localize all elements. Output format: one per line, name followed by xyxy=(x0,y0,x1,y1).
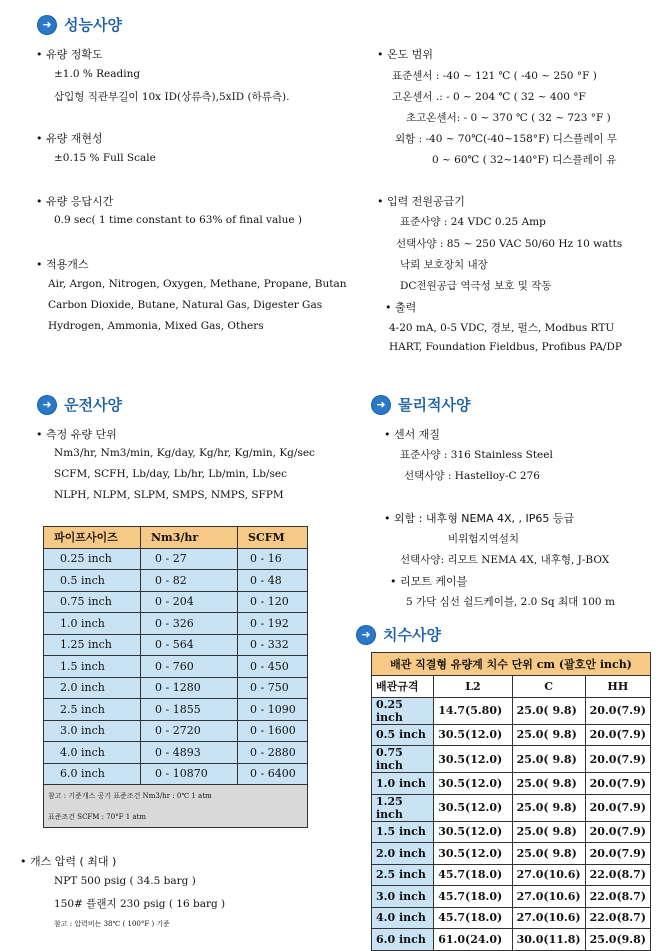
table-header: HH xyxy=(585,676,650,698)
gas-line-2: Carbon Dioxide, Butane, Natural Gas, Digester Gas xyxy=(48,299,323,311)
table-cell: 1.25 inch xyxy=(44,634,141,656)
table-cell: 2.0 inch xyxy=(44,677,141,699)
table-cell: 30.0(11.8) xyxy=(512,929,585,951)
section-title-performance: ➜ 성능사양 xyxy=(38,14,122,35)
output-line-1: 4-20 mA, 0-5 VDC, 경보, 펄스, Modbus RTU xyxy=(389,322,615,334)
table-cell: 0 - 16 xyxy=(238,548,308,570)
table-cell: 30.5(12.0) xyxy=(434,773,512,795)
table-header: SCFM xyxy=(238,527,308,549)
table-row xyxy=(372,843,651,865)
table-cell: 0.5 inch xyxy=(372,724,434,746)
table-cell: 2.5 inch xyxy=(372,864,434,886)
table-row xyxy=(372,697,651,724)
section-title-operation: ➜ 운전사양 xyxy=(38,394,122,415)
table-note: 참고 : 기준개스 공기 표준조건 Nm3/hr : 0℃ 1 atm xyxy=(44,785,308,808)
table-row xyxy=(44,548,308,570)
table-row xyxy=(44,656,308,678)
table-cell: 45.7(18.0) xyxy=(434,864,512,886)
unit-line-2: SCFM, SCFH, Lb/day, Lb/hr, Lb/min, Lb/sec xyxy=(54,468,287,480)
table-cell: 0 - 564 xyxy=(141,634,238,656)
table-cell: 20.0(7.9) xyxy=(585,697,650,724)
table-row xyxy=(372,821,651,843)
gas-line-1: Air, Argon, Nitrogen, Oxygen, Methane, Propane, Butan xyxy=(48,278,347,290)
table-cell: 0 - 6400 xyxy=(238,763,308,785)
cable-line-1: 5 가닥 심선 쉴드케이블, 2.0 Sq 최대 100 m xyxy=(406,596,615,608)
table-row xyxy=(44,699,308,721)
table-cell: 6.0 inch xyxy=(372,929,434,951)
table-cell: 0 - 1600 xyxy=(238,720,308,742)
table-cell: 25.0(9.8) xyxy=(585,929,650,951)
accuracy-note: 삽입형 직관부길이 10x ID(상류측),5xID (하류측). xyxy=(54,91,290,103)
sensor-title: • 센서 재질 xyxy=(384,428,440,441)
table-row xyxy=(372,929,651,951)
table-row xyxy=(44,591,308,613)
table-cell: 20.0(7.9) xyxy=(585,746,650,773)
pressure-note: 참고 : 압력비는 38℃ ( 100°F ) 기준 xyxy=(54,920,170,928)
table-cell: 2.5 inch xyxy=(44,699,141,721)
arrow-right-icon: ➜ xyxy=(357,626,375,644)
table-cell: 0 - 27 xyxy=(141,548,238,570)
power-line-2: 선택사양 : 85 ~ 250 VAC 50/60 Hz 10 watts xyxy=(396,238,623,250)
table-row xyxy=(372,794,651,821)
pressure-title: • 개스 압력 ( 최대 ) xyxy=(20,855,117,868)
table-cell: 0 - 450 xyxy=(238,656,308,678)
unit-line-1: Nm3/hr, Nm3/min, Kg/day, Kg/hr, Kg/min, Kg/sec xyxy=(54,447,315,459)
table-note-row xyxy=(44,785,308,808)
table-cell: 0 - 2880 xyxy=(238,742,308,764)
table-row xyxy=(44,677,308,699)
arrow-right-icon: ➜ xyxy=(38,396,56,414)
table-cell: 25.0( 9.8) xyxy=(512,843,585,865)
output-title: • 출력 xyxy=(385,301,417,314)
table-header: 배관규격 xyxy=(372,676,434,698)
sensor-line-2: 선택사양 : Hastelloy-C 276 xyxy=(404,470,540,482)
accuracy-value: ±1.0 % Reading xyxy=(54,68,141,80)
case-line-1: 비위험지역설치 xyxy=(448,533,520,545)
case-line-2: 선택사양: 리모트 NEMA 4X, 내후형, J-BOX xyxy=(400,554,610,566)
table-cell: 14.7(5.80) xyxy=(434,697,512,724)
table-row xyxy=(372,724,651,746)
pipe-size-table xyxy=(43,526,308,828)
table-caption: 배관 직결형 유량계 치수 단위 cm (괄호안 inch) xyxy=(372,653,651,676)
table-cell: 30.5(12.0) xyxy=(434,746,512,773)
table-cell: 1.5 inch xyxy=(372,821,434,843)
table-cell: 0 - 82 xyxy=(141,570,238,592)
cable-title: • 리모트 케이블 xyxy=(390,575,468,588)
table-cell: 30.5(12.0) xyxy=(434,794,512,821)
table-cell: 1.5 inch xyxy=(44,656,141,678)
temp-line-3: 초고온센서: - 0 ~ 370 ℃ ( 32 ~ 723 °F ) xyxy=(406,112,611,124)
table-cell: 0 - 760 xyxy=(141,656,238,678)
table-cell: 0 - 10870 xyxy=(141,763,238,785)
table-row xyxy=(44,570,308,592)
table-cell: 0.75 inch xyxy=(44,591,141,613)
response-title: • 유량 응답시간 xyxy=(36,195,114,208)
table-cell: 22.0(8.7) xyxy=(585,907,650,929)
arrow-right-icon: ➜ xyxy=(38,16,56,34)
table-cell: 0 - 4893 xyxy=(141,742,238,764)
table-cell: 0 - 1280 xyxy=(141,677,238,699)
table-cell: 27.0(10.6) xyxy=(512,907,585,929)
table-header: L2 xyxy=(434,676,512,698)
temp-line-5: 0 ~ 60℃ ( 32~140°F) 디스플레이 유 xyxy=(432,154,617,166)
unit-line-3: NLPH, NLPM, SLPM, SMPS, NMPS, SFPM xyxy=(54,489,284,501)
table-row xyxy=(44,763,308,785)
table-caption-row xyxy=(372,653,651,676)
power-line-1: 표준사양 : 24 VDC 0.25 Amp xyxy=(400,216,546,228)
table-cell: 0 - 750 xyxy=(238,677,308,699)
table-cell: 0 - 326 xyxy=(141,613,238,635)
response-value: 0.9 sec( 1 time constant to 63% of final value ) xyxy=(54,214,302,226)
table-cell: 27.0(10.6) xyxy=(512,886,585,908)
table-cell: 20.0(7.9) xyxy=(585,843,650,865)
table-cell: 27.0(10.6) xyxy=(512,864,585,886)
power-line-4: DC전원공급 역극성 보호 및 작동 xyxy=(400,280,552,292)
table-cell: 1.25 inch xyxy=(372,794,434,821)
temp-line-1: 표준센서 : -40 ~ 121 ℃ ( -40 ~ 250 °F ) xyxy=(392,70,597,82)
table-header: Nm3/hr xyxy=(141,527,238,549)
gas-line-3: Hydrogen, Ammonia, Mixed Gas, Others xyxy=(48,320,264,332)
table-row xyxy=(372,746,651,773)
table-row xyxy=(372,886,651,908)
table-cell: 25.0( 9.8) xyxy=(512,794,585,821)
table-cell: 25.0( 9.8) xyxy=(512,697,585,724)
table-cell: 61.0(24.0) xyxy=(434,929,512,951)
table-cell: 4.0 inch xyxy=(44,742,141,764)
table-note-row xyxy=(44,807,308,828)
table-cell: 25.0( 9.8) xyxy=(512,724,585,746)
section-title-dimension: ➜ 치수사양 xyxy=(357,624,441,645)
accuracy-title: • 유량 정확도 xyxy=(36,48,103,61)
arrow-right-icon: ➜ xyxy=(372,396,390,414)
table-cell: 45.7(18.0) xyxy=(434,907,512,929)
table-cell: 3.0 inch xyxy=(372,886,434,908)
table-cell: 22.0(8.7) xyxy=(585,864,650,886)
pressure-line-2: 150# 플랜지 230 psig ( 16 barg ) xyxy=(54,898,226,910)
table-cell: 20.0(7.9) xyxy=(585,724,650,746)
table-row xyxy=(44,613,308,635)
table-header: 파이프사이즈 xyxy=(44,527,141,549)
table-header-row xyxy=(372,676,651,698)
table-cell: 0.75 inch xyxy=(372,746,434,773)
table-row xyxy=(372,773,651,795)
table-row xyxy=(372,907,651,929)
sensor-line-1: 표준사양 : 316 Stainless Steel xyxy=(400,449,553,461)
dimension-table xyxy=(371,652,651,951)
case-title: • 외함 : 내후형 NEMA 4X, , IP65 등급 xyxy=(384,512,575,525)
table-cell: 0 - 332 xyxy=(238,634,308,656)
table-cell: 0.25 inch xyxy=(372,697,434,724)
pressure-line-1: NPT 500 psig ( 34.5 barg ) xyxy=(54,875,196,887)
table-cell: 30.5(12.0) xyxy=(434,843,512,865)
table-row xyxy=(44,742,308,764)
table-cell: 1.0 inch xyxy=(44,613,141,635)
table-cell: 3.0 inch xyxy=(44,720,141,742)
table-cell: 22.0(8.7) xyxy=(585,886,650,908)
table-cell: 1.0 inch xyxy=(372,773,434,795)
table-cell: 30.5(12.0) xyxy=(434,821,512,843)
table-cell: 0.5 inch xyxy=(44,570,141,592)
gas-title: • 적용개스 xyxy=(36,258,89,271)
table-cell: 20.0(7.9) xyxy=(585,794,650,821)
table-cell: 25.0( 9.8) xyxy=(512,773,585,795)
table-cell: 25.0( 9.8) xyxy=(512,821,585,843)
repeatability-title: • 유량 재현성 xyxy=(36,132,103,145)
table-cell: 6.0 inch xyxy=(44,763,141,785)
table-cell: 0.25 inch xyxy=(44,548,141,570)
table-cell: 20.0(7.9) xyxy=(585,773,650,795)
table-cell: 45.7(18.0) xyxy=(434,886,512,908)
table-cell: 0 - 192 xyxy=(238,613,308,635)
table-cell: 30.5(12.0) xyxy=(434,724,512,746)
table-cell: 2.0 inch xyxy=(372,843,434,865)
table-row xyxy=(372,864,651,886)
table-cell: 25.0( 9.8) xyxy=(512,746,585,773)
table-cell: 0 - 1855 xyxy=(141,699,238,721)
repeatability-value: ±0.15 % Full Scale xyxy=(54,152,156,164)
table-header-row xyxy=(44,527,308,549)
power-line-3: 낙뢰 보호장치 내장 xyxy=(400,259,488,271)
table-cell: 20.0(7.9) xyxy=(585,821,650,843)
table-cell: 0 - 204 xyxy=(141,591,238,613)
output-line-2: HART, Foundation Fieldbus, Profibus PA/DP xyxy=(389,341,622,353)
temp-line-2: 고온센서 .: - 0 ~ 204 ℃ ( 32 ~ 400 °F xyxy=(392,91,586,103)
table-cell: 4.0 inch xyxy=(372,907,434,929)
table-header: C xyxy=(512,676,585,698)
table-row xyxy=(44,634,308,656)
temp-line-4: 외함 : -40 ~ 70℃(-40~158°F) 디스플레이 무 xyxy=(395,133,617,145)
unit-title: • 측정 유량 단위 xyxy=(36,428,117,441)
table-row xyxy=(44,720,308,742)
section-title-physical: ➜ 물리적사양 xyxy=(372,394,470,415)
power-title: • 입력 전원공급기 xyxy=(377,195,465,208)
table-cell: 0 - 120 xyxy=(238,591,308,613)
table-cell: 0 - 48 xyxy=(238,570,308,592)
table-cell: 0 - 1090 xyxy=(238,699,308,721)
table-note: 표준조건 SCFM : 70°F 1 atm xyxy=(44,807,308,828)
temp-title: • 온도 범위 xyxy=(377,48,433,61)
table-cell: 0 - 2720 xyxy=(141,720,238,742)
